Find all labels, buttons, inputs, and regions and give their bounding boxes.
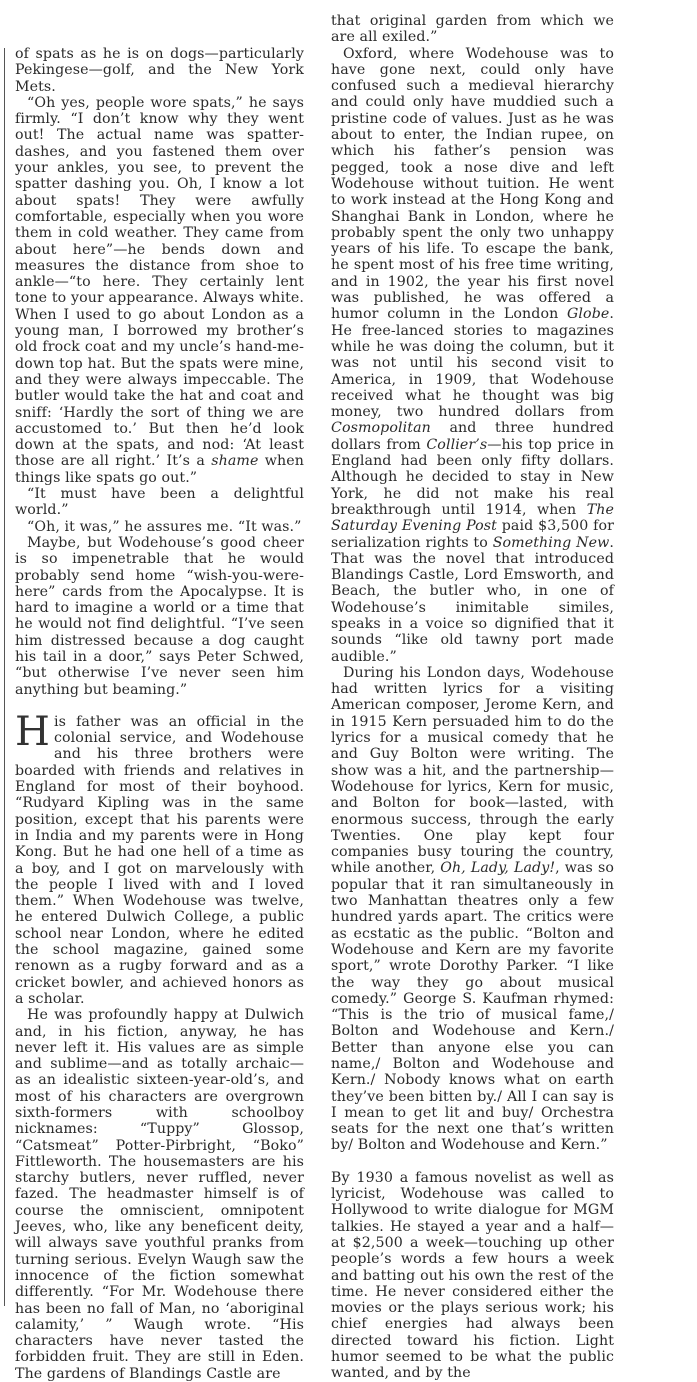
text-run: is father was an official in the colonial service, and Wodehouse and his three brothers were boarded with friends and relatives in England for most of their boyhood. “Rudyard Kipling was in the same position, except that his parents were in India and my parents were in Hong Kong. But he had one hell of a time as a boy, and I got on marvelously with the people I lived with and I loved them.” When Wodehouse was twelve, he entered Dulwich College, a public school near London, where he edited the school magazine, gained some renown as a rugby forward and as a cricket bowler, and achieved honors as a scholar. [15, 713, 304, 1007]
text-run: “It must have been a delightful world.” [15, 486, 304, 519]
text-run: of spats as he is on dogs—particularly Pekingese—golf, and the New York Mets. [15, 46, 304, 95]
text-run: Maybe, but Wodehouse’s good cheer is so impenetrable that he would probably send home “wish-you-were-here” cards from the Apocalypse. It is hard to imagine a world or a time that he would not find delightful. “I’ve seen him distressed because a dog caught his tail in a door,” says Peter Schwed, “but otherwise I’ve never seen him anything but beaming.” [15, 534, 304, 698]
italic-title: Collier’s [426, 436, 488, 453]
text-run: During his London days, Wodehouse had written lyrics for a visiting American composer, Jerome Kern, and in 1915 Kern persuaded him to do the lyrics for a musical comedy that he and Guy Bolton were writing. The show was a hit, and the partnership—Wodehouse for lyrics, Kern for music, and Bolton for book—lasted, with enormous success, through the early Twenties. One play kept four companies busy touring the country, while another, [331, 664, 614, 877]
italic-title: Something New [492, 534, 610, 551]
paragraph [15, 46, 304, 95]
paragraph [15, 486, 304, 519]
text-run: that original garden from which we are all exiled.” [331, 13, 614, 46]
italic-title: Globe [566, 306, 610, 323]
right-column [331, 13, 614, 1382]
paragraph [15, 519, 304, 535]
text-run: , was so popular that it ran simultaneously in two Manhattan theatres only a few hundred yards apart. The critics were as ecstatic as the public. “Bolton and Wodehouse and Kern are my favorite sport,” wrote Dorothy Parker. “I like the way they go about musical comedy.” George S. Kaufman rhymed: “This is the trio of musical fame,/ Bolton and Wodehouse and Kern./ Better than anyone else you can name,/ Bolton and Wodehouse and Kern./ Nobody knows what on earth they’ve been bitten by./ All I can say is I mean to get lit and buy/ Orchestra seats for the next one that’s written by/ Bolton and Wodehouse and Kern.” [331, 860, 614, 1154]
text-run: when things like spats go out.” [15, 453, 304, 486]
paragraph [15, 708, 304, 1007]
text-run: “Oh, it was,” he assures me. “It was.” [27, 518, 302, 535]
italic-title: shame [211, 453, 259, 470]
text-run: . That was the novel that introduced Blandings Castle, Lord Emsworth, and Beach, the butler who, in one of Wodehouse’s inimitable similes, speaks in a voice so dignified that it sounds “like old tawny port made audible.” [331, 534, 614, 665]
paragraph [331, 46, 614, 665]
paragraph [331, 13, 614, 46]
left-column [15, 46, 304, 1382]
text-run: “Oh yes, people wore spats,” he says firmly. “I don’t know why they went out! The actual name was spatter-dashes, and you fastened them over your ankles, you see, to prevent the spatter dashing you. Oh, I know a lot about spats! They were awfully comfortable, especially when you wore them in cold weather. They came from about here”—he bends down and measures the distance from shoe to ankle—“to here. They certainly lent tone to your appearance. Always white. When I used to go about London as a young man, I borrowed my brother’s old frock coat and my uncle’s hand-me-down top hat. But the spats were mine, and they were always impeccable. The butler would take the hat and coat and sniff: ‘Hardly the sort of thing we are accustomed to.’ But then he’d look down at the spats, and nod: ‘At least those are all right.’ It’s a [15, 94, 304, 470]
text-run: paid $3,500 for serialization rights to [331, 518, 614, 551]
drop-cap: H [15, 708, 50, 755]
text-run: Oxford, where Wodehouse was to have gone next, could only have confused such a medieval hierarchy and could only have muddied such a pristine code of values. Just as he was about to enter, the Indian rupee, on which his father’s pension was pegged, took a nose dive and left Wodehouse without tuition. He went to work instead at the Hong Kong and Shanghai Bank in London, where he probably spent the only two unhappy years of his life. To escape the bank, he spent most of his free time writing, and in 1902, the year his first novel was published, he was offered a humor column in the London [331, 45, 614, 323]
italic-title: The Saturday Evening Post [331, 501, 614, 535]
text-run: and three hundred dollars from [331, 420, 614, 453]
text-run: By 1930 a famous novelist as well as lyricist, Wodehouse was called to Hollywood to write dialogue for MGM talkies. He stayed a year and a half—at $2,500 a week—touching up other people’s words a few hours a week and batting out his own the rest of the time. He never considered either the movies or the plays serious work; his chief energies had always been directed toward his fiction. Light humor seemed to be what the public wanted, and by the [331, 1169, 614, 1382]
column-rule [4, 48, 5, 1306]
text-run: . He free-lanced stories to magazines while he was doing the column, but it was not until his second visit to America, in 1909, that Wodehouse received what he thought was big money, two hundred dollars from [331, 306, 614, 421]
paragraph [15, 535, 304, 698]
italic-title: Oh, Lady, Lady! [440, 860, 556, 877]
paragraph [15, 95, 304, 486]
italic-title: Cosmopolitan [331, 420, 431, 437]
paragraph [331, 665, 614, 1154]
text-run: —his top price in England had been only fifty dollars. Although he decided to stay in New York, he did not make his real breakthrough until 1914, when [331, 436, 614, 518]
paragraph [331, 1170, 614, 1382]
paragraph [15, 1007, 304, 1382]
text-run: He was profoundly happy at Dulwich and, in his fiction, anyway, he has never left it. His values are as simple and sublime—and as totally archaic—as an idealistic sixteen-year-old’s, and most of his characters are overgrown sixth-formers with schoolboy nicknames: “Tuppy” Glossop, “Catsmeat” Potter-Pirbright, “Boko” Fittleworth. The housemasters are his starchy butlers, never ruffled, never fazed. The headmaster himself is of course the omniscient, omnipotent Jeeves, who, like any beneficent deity, will always save youthful pranks from turning serious. Evelyn Waugh saw the innocence of the fiction somewhat differently. “For Mr. Wodehouse there has been no fall of Man, no ‘aboriginal calamity,’ ” Waugh wrote. “His characters have never tasted the forbidden fruit. They are still in Eden. The gardens of Blandings Castle are [15, 1007, 304, 1382]
